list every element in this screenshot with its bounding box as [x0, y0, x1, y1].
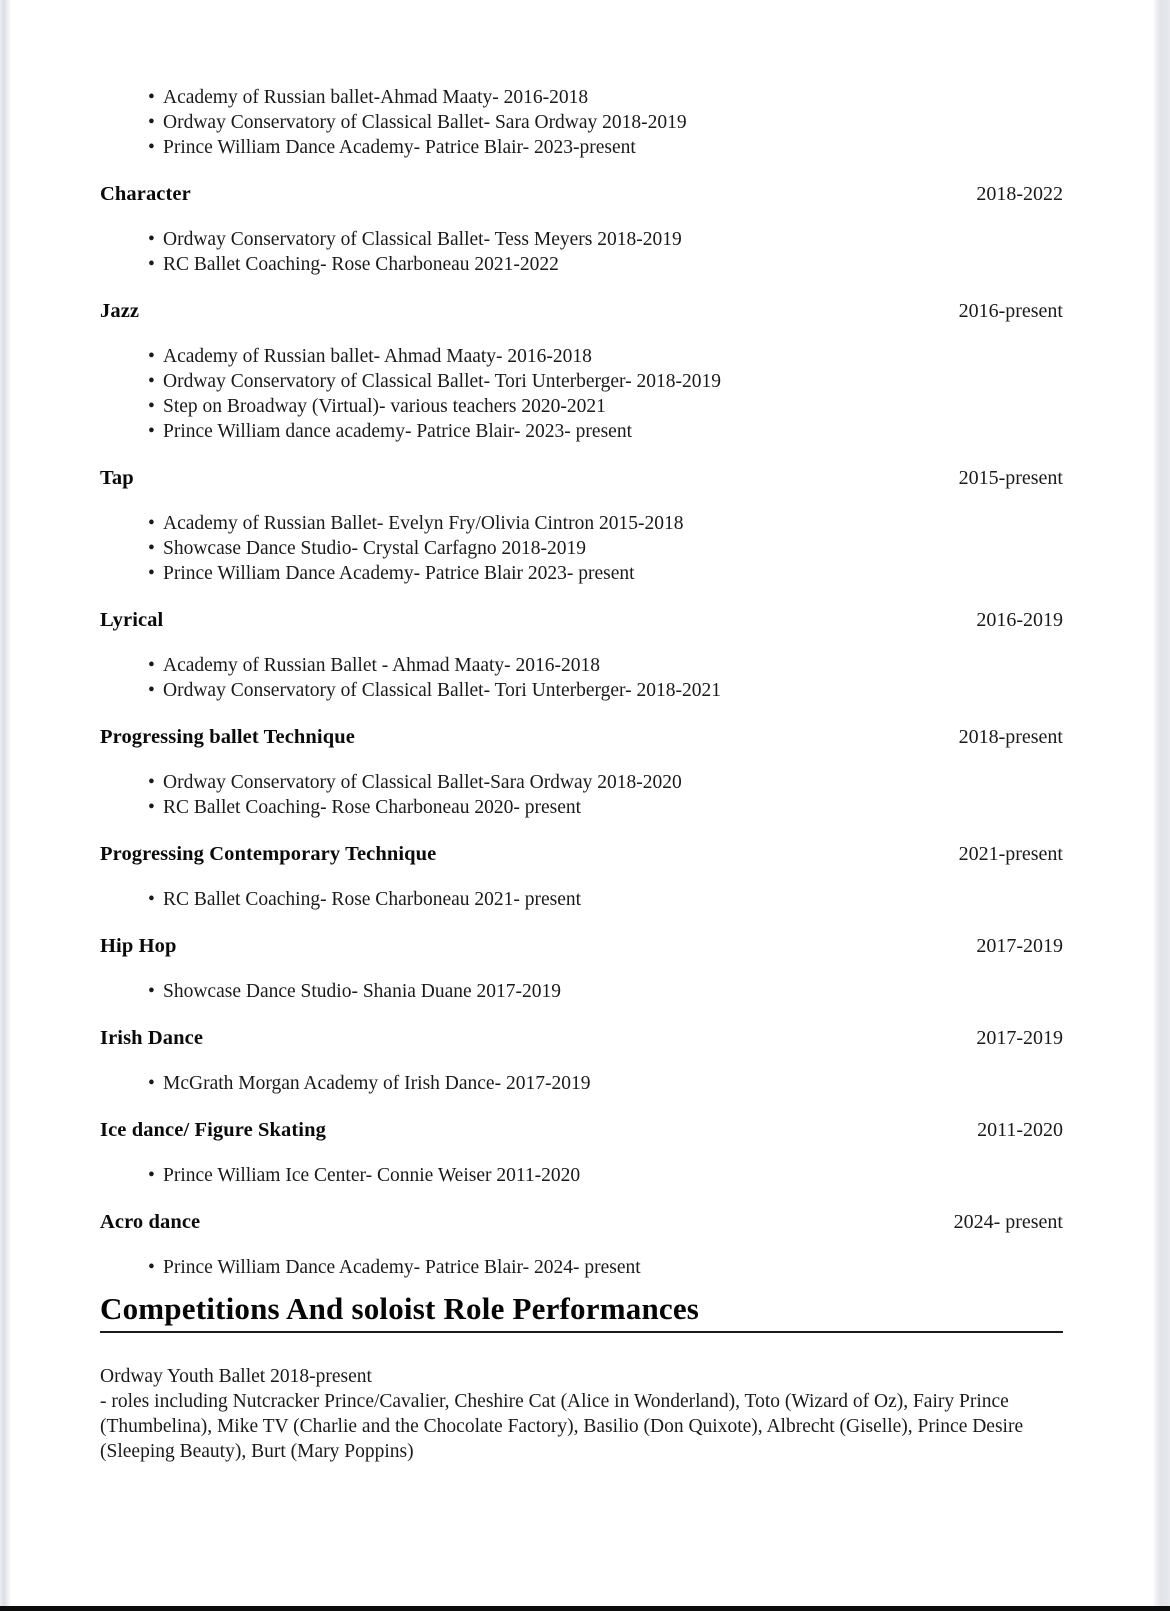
- training-entry: • Prince William Dance Academy- Patrice Blair 2023- present: [100, 561, 1063, 586]
- training-sections-list: [100, 181, 1063, 1280]
- section-title: Irish Dance: [100, 1027, 204, 1049]
- training-section: [100, 933, 1063, 1004]
- training-entry: • Prince William Dance Academy- Patrice Blair- 2024- present: [100, 1255, 1063, 1280]
- training-section: [100, 465, 1063, 586]
- section-header-row: [100, 465, 1063, 491]
- training-entry: • Ordway Conservatory of Classical Ballet- Sara Ordway 2018-2019: [100, 110, 1063, 135]
- training-section: [100, 1025, 1063, 1096]
- training-entry: • Prince William Dance Academy- Patrice Blair- 2023-present: [100, 135, 1063, 160]
- training-entry: • Academy of Russian ballet-Ahmad Maaty- 2016-2018: [100, 85, 1063, 110]
- training-entry: • RC Ballet Coaching- Rose Charboneau 2021-2022: [100, 252, 1063, 277]
- training-entry: • Ordway Conservatory of Classical Ballet-Sara Ordway 2018-2020: [100, 770, 1063, 795]
- section-title: Character: [100, 183, 191, 205]
- training-entry: • Ordway Conservatory of Classical Ballet- Tess Meyers 2018-2019: [100, 227, 1063, 252]
- training-entry: • Showcase Dance Studio- Crystal Carfagno 2018-2019: [100, 536, 1063, 561]
- section-years: 2016-present: [958, 300, 1063, 322]
- section-bullets: [100, 653, 1063, 703]
- training-entry: • Ordway Conservatory of Classical Ballet- Tori Unterberger- 2018-2021: [100, 678, 1063, 703]
- competitions-line: - roles including Nutcracker Prince/Cavalier, Cheshire Cat (Alice in Wonderland), Toto (Wizard of Oz), Fairy Prince (Thumbelina), Mike TV (Charlie and the Chocolate Factory), Basilio (Don Quixote), Albrecht (Giselle), Prince Desire (Sleeping Beauty), Burt (Mary Poppins): [100, 1391, 1024, 1462]
- section-header-row: [100, 298, 1063, 324]
- section-title: Ice dance/ Figure Skating: [100, 1119, 326, 1141]
- section-header-row: [100, 1117, 1063, 1143]
- section-header-row: [100, 1209, 1063, 1235]
- training-entry: • McGrath Morgan Academy of Irish Dance- 2017-2019: [100, 1071, 1063, 1096]
- section-title: Progressing Contemporary Technique: [100, 843, 437, 865]
- training-entry: • Prince William Ice Center- Connie Weiser 2011-2020: [100, 1163, 1063, 1188]
- section-bullets: [100, 344, 1063, 444]
- section-header-row: [100, 607, 1063, 633]
- training-section: [100, 841, 1063, 912]
- training-entry: • Academy of Russian ballet- Ahmad Maaty- 2016-2018: [100, 344, 1063, 369]
- training-section: [100, 298, 1063, 444]
- training-entry: • Prince William dance academy- Patrice Blair- 2023- present: [100, 419, 1063, 444]
- competitions-line: Ordway Youth Ballet 2018-present: [100, 1366, 372, 1387]
- section-bullets: [100, 979, 1063, 1004]
- section-header-row: [100, 933, 1063, 959]
- section-bullets: [100, 511, 1063, 586]
- ballet-continuation-bullets: [100, 85, 1063, 160]
- section-years: 2011-2020: [977, 1119, 1063, 1141]
- section-years: 2018-present: [958, 726, 1063, 748]
- training-section: [100, 607, 1063, 703]
- training-entry: • RC Ballet Coaching- Rose Charboneau 2020- present: [100, 795, 1063, 820]
- section-years: 2017-2019: [976, 935, 1063, 957]
- section-title: Jazz: [100, 300, 140, 322]
- training-entry: • Showcase Dance Studio- Shania Duane 2017-2019: [100, 979, 1063, 1004]
- page-edge-right: [1153, 0, 1170, 1606]
- section-years: 2024- present: [953, 1211, 1063, 1233]
- section-bullets: [100, 1071, 1063, 1096]
- training-entry: • RC Ballet Coaching- Rose Charboneau 2021- present: [100, 887, 1063, 912]
- section-years: 2016-2019: [976, 609, 1063, 631]
- page-edge-left: [0, 0, 11, 1606]
- section-title: Acro dance: [100, 1211, 201, 1233]
- section-bullets: [100, 887, 1063, 912]
- section-bullets: [100, 1255, 1063, 1280]
- training-section: [100, 1209, 1063, 1280]
- section-title: Lyrical: [100, 609, 164, 631]
- section-title: Progressing ballet Technique: [100, 726, 355, 748]
- section-bullets: [100, 1163, 1063, 1188]
- competitions-body: [100, 1364, 1063, 1464]
- training-entry: • Academy of Russian Ballet - Ahmad Maaty- 2016-2018: [100, 653, 1063, 678]
- section-bullets: [100, 227, 1063, 277]
- section-header-row: [100, 724, 1063, 750]
- page-bottom-bar: [0, 1606, 1170, 1611]
- training-section: [100, 1117, 1063, 1188]
- section-bullets: [100, 770, 1063, 820]
- training-entry: • Academy of Russian Ballet- Evelyn Fry/Olivia Cintron 2015-2018: [100, 511, 1063, 536]
- section-years: 2017-2019: [976, 1027, 1063, 1049]
- section-years: 2015-present: [958, 467, 1063, 489]
- section-title: Hip Hop: [100, 935, 177, 957]
- training-entry: • Step on Broadway (Virtual)- various teachers 2020-2021: [100, 394, 1063, 419]
- training-section: [100, 181, 1063, 277]
- section-years: 2018-2022: [976, 183, 1063, 205]
- competitions-heading: Competitions And soloist Role Performances: [100, 1292, 1063, 1333]
- section-header-row: [100, 1025, 1063, 1051]
- training-entry: • Ordway Conservatory of Classical Ballet- Tori Unterberger- 2018-2019: [100, 369, 1063, 394]
- resume-content: [100, 0, 1063, 1464]
- section-years: 2021-present: [958, 843, 1063, 865]
- section-header-row: [100, 841, 1063, 867]
- section-title: Tap: [100, 467, 134, 489]
- section-header-row: [100, 181, 1063, 207]
- training-section: [100, 724, 1063, 820]
